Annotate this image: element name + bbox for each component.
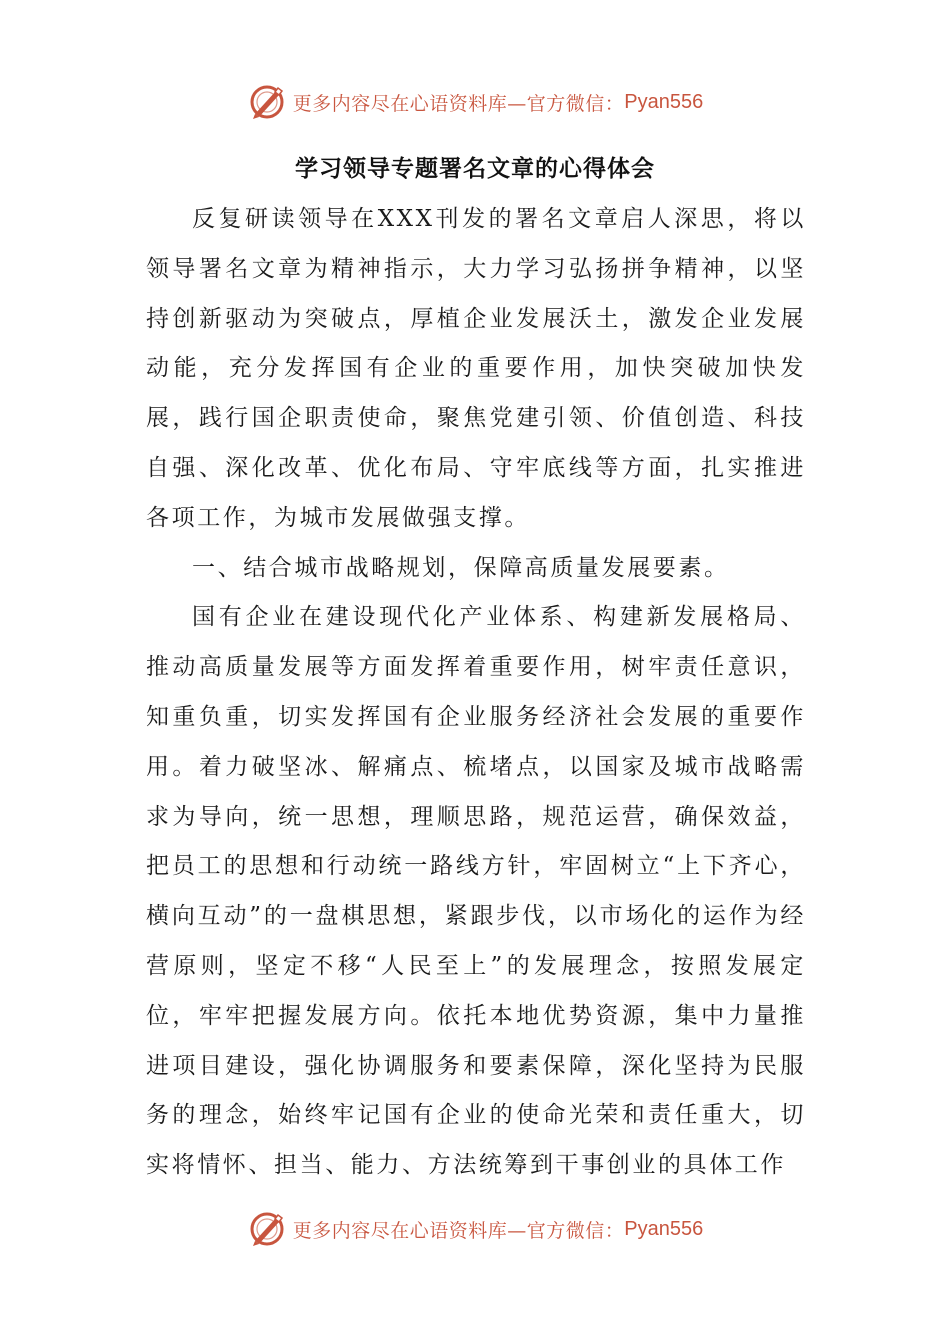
paragraph-section-1: 国有企业在建设现代化产业体系、构建新发展格局、推动高质量发展等方面发挥着重要作用，树牢责任意识，知重负重，切实发挥国有企业服务经济社会发展的重要作用。着力破坚冰、解痛点、梳堵点，以国家及城市战略需求为导向，统一思想，理顺思路，规范运营，确保效益，把员工的思想和行动统一路线方针，牢固树立“上下齐心，横向互动”的一盘棋思想，紧跟步伐，以市场化的运作为经营原则，坚定不移“人民至上”的发展理念，按照发展定位，牢牢把握发展方向。依托本地优势资源，集中力量推进项目建设，强化协调服务和要素保障，深化坚持为民服务的理念，始终牢记国有企业的使命光荣和责任重大，切实将情怀、担当、能力、方法统筹到干事创业的具体工作	[146, 604, 806, 1179]
pen-logo-icon	[247, 82, 287, 122]
banner-text: 更多内容尽在心语资料库—官方微信：	[292, 1219, 625, 1242]
header-watermark-banner	[0, 80, 950, 124]
paragraph-intro: 反复研读领导在XXX刊发的署名文章启人深思，将以领导署名文章为精神指示，大力学习弘扬拼争精神，以坚持创新驱动为突破点，厚植企业发展沃土，激发企业发展动能，充分发挥国有企业的重要作用，加快突破加快发展，践行国企职责使命，聚焦党建引领、价值创造、科技自强、深化改革、优化布局、守牢底线等方面，扎实推进各项工作，为城市发展做强支撑。	[146, 206, 806, 531]
banner-wechat-id: Pyan556	[624, 1217, 704, 1240]
banner-wechat-id: Pyan556	[624, 90, 704, 113]
document-body	[146, 195, 806, 1191]
section-heading-1: 一、结合城市战略规划，保障高质量发展要素。	[192, 554, 730, 581]
footer-watermark-banner	[0, 1207, 950, 1251]
banner-text: 更多内容尽在心语资料库—官方微信：	[292, 92, 625, 115]
pen-logo-icon	[247, 1209, 287, 1249]
document-title: 学习领导专题署名文章的心得体会	[295, 156, 655, 182]
